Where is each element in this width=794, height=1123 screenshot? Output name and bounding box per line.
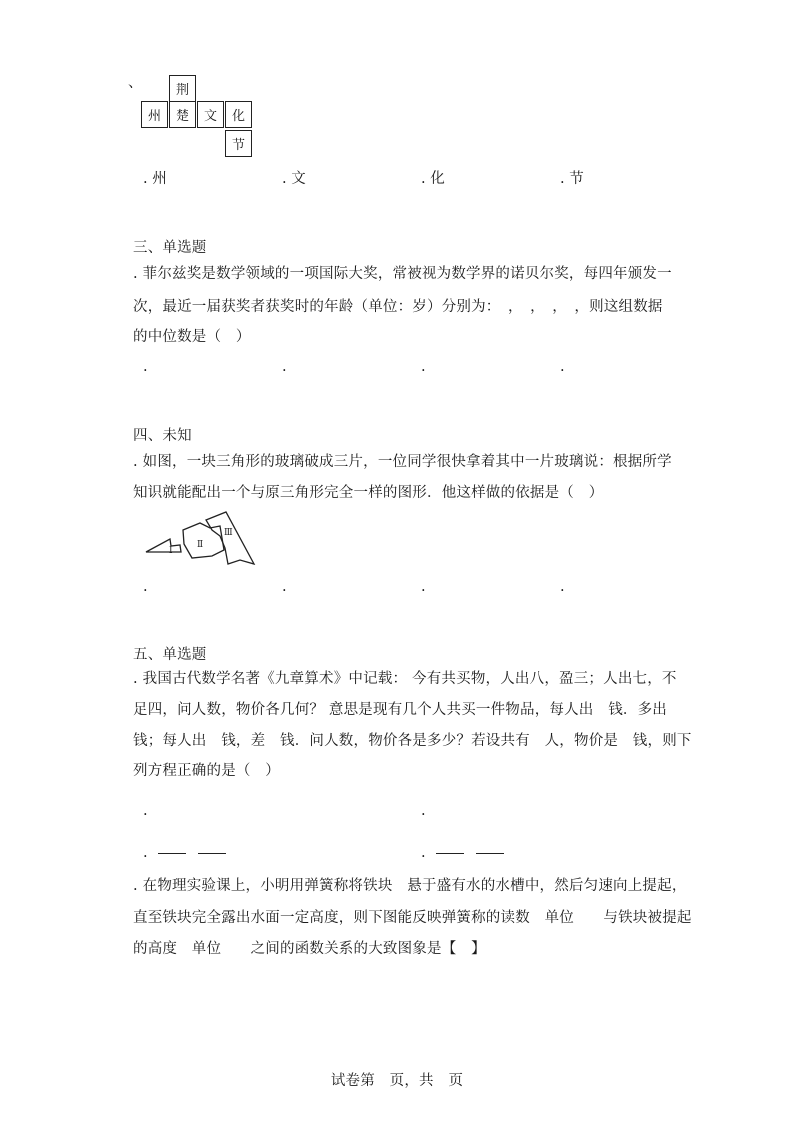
fraction-bar (476, 853, 504, 854)
list-mark: 、 (128, 75, 143, 91)
question-text-line: 次，最近一届获奖者获奖时的年龄（单位：岁）分别为： ， ， ， ，则这组数据 (133, 299, 663, 315)
broken-glass-figure (140, 508, 265, 570)
option-c[interactable] (143, 844, 232, 862)
fraction-bar (158, 853, 186, 854)
option-d[interactable] (421, 844, 510, 862)
option-d[interactable]: . 节 (560, 171, 584, 187)
question-text-line: . 在物理实验课上，小明用弹簧称将铁块 悬于盛有水的水槽中，然后匀速向上提起， (133, 878, 687, 894)
net-cell-3: 文 (197, 101, 224, 128)
option-c[interactable]: . (421, 579, 426, 595)
question-text-line: . 我国古代数学名著《九章算术》中记载： 今有共买物，人出八，盈三；人出七，不 (133, 671, 677, 687)
section-heading: 四、未知 (133, 428, 192, 444)
option-c-label: . (143, 845, 148, 861)
question-text-line: 知识就能配出一个与原三角形完全一样的图形．他这样做的依据是（ ） (133, 485, 604, 501)
net-cell-4: 化 (225, 101, 252, 128)
question-text-line: 直至铁块完全露出水面一定高度，则下图能反映弹簧称的读数 单位 与铁块被提起 (133, 910, 692, 926)
question-text-line: 列方程正确的是（ ） (133, 763, 280, 779)
option-a[interactable]: . (143, 579, 148, 595)
option-d[interactable]: . (560, 359, 565, 375)
option-d[interactable]: . (560, 579, 565, 595)
net-cell-1: 州 (141, 101, 168, 128)
page-footer: 试卷第 页，共 页 (330, 1073, 464, 1089)
glass-piece-3 (206, 512, 254, 564)
section-heading: 五、单选题 (133, 647, 207, 663)
option-b[interactable]: . 文 (282, 171, 306, 187)
option-d-label: . (421, 845, 426, 861)
option-b[interactable]: . (421, 803, 426, 819)
option-a[interactable]: . 州 (143, 171, 167, 187)
question-text-line: 的高度 单位 之间的函数关系的大致图象是【 】 (133, 941, 486, 957)
question-text-line: . 如图，一块三角形的玻璃破成三片，一位同学很快拿着其中一片玻璃说：根据所学 (133, 454, 672, 470)
option-c[interactable]: . (421, 359, 426, 375)
piece-label-2: Ⅱ (197, 540, 204, 550)
option-b[interactable]: . (282, 359, 287, 375)
question-text-line: 的中位数是（ ） (133, 329, 251, 345)
question-text-line: . 菲尔兹奖是数学领域的一项国际大奖，常被视为数学界的诺贝尔奖，每四年颁发一 (133, 266, 672, 282)
piece-label-3: Ⅲ (224, 528, 233, 538)
net-cell-bottom: 节 (225, 130, 252, 157)
piece-label-1: Ⅰ (169, 546, 173, 556)
option-a[interactable]: . (143, 359, 148, 375)
option-b[interactable]: . (282, 579, 287, 595)
glass-piece-2 (183, 523, 224, 558)
option-a[interactable]: . (143, 803, 148, 819)
net-cell-top: 荆 (169, 75, 196, 102)
glass-piece-1 (146, 539, 181, 552)
question-text-line: 钱；每人出 钱，差 钱．问人数，物价各是多少？若设共有 人，物价是 钱，则下 (133, 733, 692, 749)
net-cell-2: 楚 (169, 101, 196, 128)
option-c[interactable]: . 化 (421, 171, 445, 187)
fraction-bar (436, 853, 464, 854)
question-text-line: 足四，问人数，物价各几何？ 意思是现有几个人共买一件物品，每人出 钱．多出 (133, 702, 668, 718)
fraction-bar (198, 853, 226, 854)
section-heading: 三、单选题 (133, 240, 207, 256)
